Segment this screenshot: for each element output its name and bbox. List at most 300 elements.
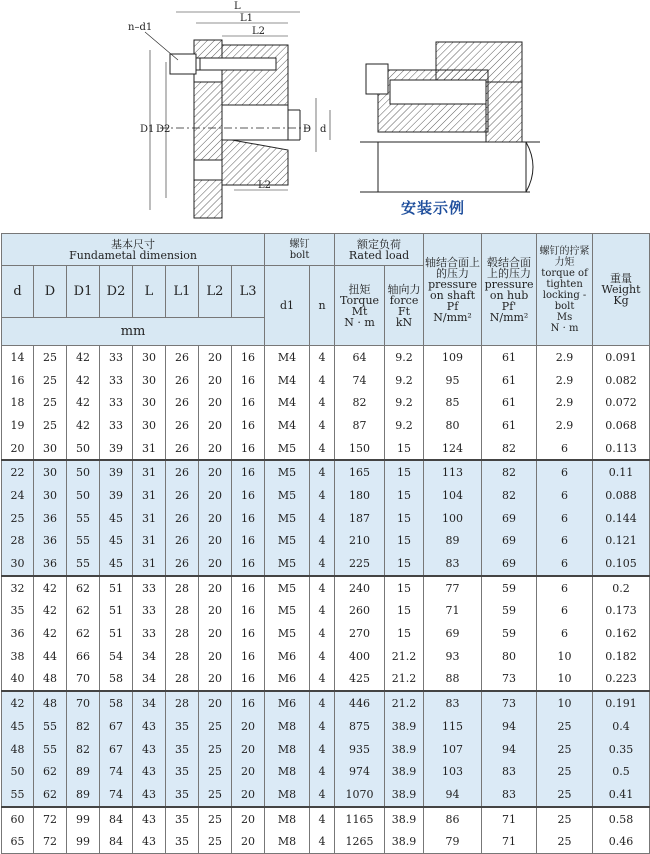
table-row <box>2 668 650 692</box>
table-cell: 15 <box>385 600 424 623</box>
table-cell: 59 <box>482 600 537 623</box>
table-cell: 4 <box>310 830 335 853</box>
table-cell: 6 <box>537 576 593 600</box>
table-cell: 88 <box>424 668 482 692</box>
weight-unit: Kg <box>613 294 629 307</box>
table-cell: 82 <box>67 738 100 761</box>
table-cell: 260 <box>335 600 385 623</box>
table-cell: 28 <box>166 622 199 645</box>
col-D1: D1 <box>67 266 100 318</box>
table-cell: 28 <box>166 668 199 692</box>
rated-load-header <box>335 234 424 266</box>
force-header <box>385 266 424 346</box>
table-cell: 20 <box>199 484 232 507</box>
table-cell: 25 <box>537 807 593 831</box>
table-cell: 30 <box>133 346 166 369</box>
table-cell: 4 <box>310 760 335 783</box>
table-cell: 34 <box>133 645 166 668</box>
table-row <box>2 622 650 645</box>
table-cell: 16 <box>232 552 265 576</box>
table-row <box>2 484 650 507</box>
table-cell: 16 <box>232 414 265 437</box>
table-cell: M5 <box>265 437 310 461</box>
table-cell: 43 <box>133 783 166 807</box>
table-cell: 26 <box>166 346 199 369</box>
table-cell: 25 <box>537 738 593 761</box>
table-cell: 25 <box>34 391 67 414</box>
table-cell: 25 <box>34 369 67 392</box>
table-cell: 86 <box>424 807 482 831</box>
table-cell: 45 <box>100 552 133 576</box>
table-cell: 94 <box>482 738 537 761</box>
table-cell: 20 <box>232 830 265 853</box>
table-cell: 99 <box>67 830 100 853</box>
table-cell: 34 <box>133 691 166 715</box>
table-cell: 62 <box>67 622 100 645</box>
table-cell: 39 <box>100 484 133 507</box>
table-cell: 38.9 <box>385 760 424 783</box>
basic-en: Fundametal dimension <box>69 248 197 262</box>
table-row <box>2 783 650 807</box>
table-cell: 32 <box>2 576 34 600</box>
table-cell: 71 <box>424 600 482 623</box>
coupling-section-drawing <box>145 12 330 218</box>
table-cell: 6 <box>537 530 593 553</box>
table-cell: 0.162 <box>593 622 650 645</box>
table-cell: M6 <box>265 668 310 692</box>
table-cell: 83 <box>424 552 482 576</box>
table-cell: 33 <box>100 391 133 414</box>
dim-L1: L1 <box>240 13 254 24</box>
table-cell: 42 <box>67 369 100 392</box>
table-cell: 38.9 <box>385 715 424 738</box>
bolt-en: bolt <box>289 249 310 261</box>
table-cell: 42 <box>34 600 67 623</box>
table-cell: 0.173 <box>593 600 650 623</box>
table-cell: 4 <box>310 507 335 530</box>
table-cell: 15 <box>385 460 424 484</box>
table-cell: 20 <box>199 346 232 369</box>
table-cell: 48 <box>34 691 67 715</box>
table-cell: 0.46 <box>593 830 650 853</box>
table-cell: M4 <box>265 391 310 414</box>
table-cell: 26 <box>166 414 199 437</box>
table-body <box>2 346 650 854</box>
shaft-pressure-header <box>424 234 482 346</box>
table-cell: 43 <box>133 807 166 831</box>
table-cell: 82 <box>482 460 537 484</box>
table-cell: 83 <box>424 691 482 715</box>
table-cell: 73 <box>482 691 537 715</box>
table-cell: 4 <box>310 645 335 668</box>
table-cell: 20 <box>232 760 265 783</box>
table-cell: 38.9 <box>385 807 424 831</box>
table-cell: 6 <box>537 460 593 484</box>
rated-cn: 额定负荷 <box>357 237 402 251</box>
table-cell: 16 <box>232 622 265 645</box>
table-cell: 425 <box>335 668 385 692</box>
table-cell: 82 <box>67 715 100 738</box>
table-cell: 16 <box>232 691 265 715</box>
table-cell: 20 <box>199 391 232 414</box>
table-cell: 28 <box>166 576 199 600</box>
table-cell: 28 <box>166 645 199 668</box>
table-cell: 42 <box>67 346 100 369</box>
table-cell: 38.9 <box>385 830 424 853</box>
table-cell: 400 <box>335 645 385 668</box>
table-cell: 25 <box>199 783 232 807</box>
table-cell: 30 <box>133 369 166 392</box>
table-cell: 21.2 <box>385 645 424 668</box>
table-cell: 25 <box>2 507 34 530</box>
table-cell: 2.9 <box>537 391 593 414</box>
table-cell: 83 <box>482 783 537 807</box>
table-cell: 25 <box>199 830 232 853</box>
table-cell: 4 <box>310 715 335 738</box>
table-cell: M5 <box>265 600 310 623</box>
table-cell: M5 <box>265 530 310 553</box>
table-cell: 69 <box>424 622 482 645</box>
table-cell: 80 <box>482 645 537 668</box>
table-cell: 4 <box>310 530 335 553</box>
table-cell: 20 <box>199 437 232 461</box>
table-cell: 210 <box>335 530 385 553</box>
table-cell: 65 <box>2 830 34 853</box>
table-cell: 20 <box>199 460 232 484</box>
table-cell: 26 <box>166 552 199 576</box>
table-cell: 33 <box>133 622 166 645</box>
table-cell: 10 <box>537 691 593 715</box>
table-cell: 74 <box>100 760 133 783</box>
table-cell: 50 <box>67 460 100 484</box>
table-cell: 20 <box>2 437 34 461</box>
table-cell: 16 <box>232 576 265 600</box>
table-cell: M8 <box>265 760 310 783</box>
table-cell: 31 <box>133 460 166 484</box>
table-cell: 30 <box>34 460 67 484</box>
table-cell: 16 <box>232 484 265 507</box>
table-cell: 40 <box>2 668 34 692</box>
table-cell: 39 <box>100 460 133 484</box>
table-cell: 21.2 <box>385 668 424 692</box>
table-cell: 58 <box>100 691 133 715</box>
table-cell: 84 <box>100 830 133 853</box>
table-row <box>2 552 650 576</box>
table-cell: 6 <box>537 484 593 507</box>
table-cell: M6 <box>265 691 310 715</box>
table-cell: 6 <box>537 507 593 530</box>
table-row <box>2 715 650 738</box>
table-cell: 43 <box>133 738 166 761</box>
table-cell: 0.068 <box>593 414 650 437</box>
force-cn: 轴向力 <box>387 282 421 296</box>
table-cell: 26 <box>166 369 199 392</box>
table-cell: 9.2 <box>385 391 424 414</box>
table-cell: 87 <box>335 414 385 437</box>
table-cell: 84 <box>100 807 133 831</box>
table-cell: M8 <box>265 738 310 761</box>
table-cell: 25 <box>199 760 232 783</box>
table-cell: 28 <box>166 691 199 715</box>
installation-example-caption: 安装示例 <box>401 199 466 217</box>
table-cell: 34 <box>133 668 166 692</box>
installation-example-drawing <box>360 42 540 192</box>
bolt-cn: 螺钉 <box>289 238 310 250</box>
table-cell: 72 <box>34 830 67 853</box>
table-cell: 20 <box>232 738 265 761</box>
table-cell: 0.191 <box>593 691 650 715</box>
table-cell: 35 <box>2 600 34 623</box>
table-cell: 9.2 <box>385 414 424 437</box>
dim-nd1: n–d1 <box>128 22 153 33</box>
table-cell: 59 <box>482 576 537 600</box>
table-cell: 446 <box>335 691 385 715</box>
table-cell: 36 <box>34 552 67 576</box>
force-en: force <box>389 293 419 307</box>
table-cell: 94 <box>482 715 537 738</box>
table-cell: 0.223 <box>593 668 650 692</box>
table-cell: 30 <box>133 414 166 437</box>
table-row <box>2 391 650 414</box>
dim-D: D <box>303 124 312 135</box>
table-cell: M5 <box>265 484 310 507</box>
table-cell: 79 <box>424 830 482 853</box>
table-cell: 2.9 <box>537 346 593 369</box>
weight-cn: 重量 <box>610 272 633 285</box>
table-header <box>2 234 650 346</box>
hub-en: pressure on hub <box>484 277 534 302</box>
table-cell: 0.2 <box>593 576 650 600</box>
col-D2: D2 <box>100 266 133 318</box>
table-cell: 61 <box>482 346 537 369</box>
table-cell: 61 <box>482 391 537 414</box>
tighten-torque-header <box>537 234 593 346</box>
table-cell: 20 <box>199 645 232 668</box>
table-cell: M5 <box>265 552 310 576</box>
table-cell: 0.072 <box>593 391 650 414</box>
table-cell: 16 <box>232 391 265 414</box>
table-cell: 21.2 <box>385 691 424 715</box>
table-cell: 45 <box>100 507 133 530</box>
table-cell: 4 <box>310 738 335 761</box>
table-cell: 15 <box>385 552 424 576</box>
table-cell: 0.144 <box>593 507 650 530</box>
table-cell: 15 <box>385 484 424 507</box>
table-cell: 70 <box>67 668 100 692</box>
table-cell: 82 <box>482 484 537 507</box>
table-cell: 36 <box>34 507 67 530</box>
table-cell: 38.9 <box>385 738 424 761</box>
table-cell: 89 <box>424 530 482 553</box>
shaft-en: pressure on shaft <box>428 277 478 302</box>
table-cell: 99 <box>67 807 100 831</box>
table-cell: 18 <box>2 391 34 414</box>
torq-unit: N · m <box>550 322 579 334</box>
table-cell: 15 <box>385 437 424 461</box>
table-cell: 43 <box>133 830 166 853</box>
table-cell: 33 <box>133 576 166 600</box>
hub-pressure-header <box>482 234 537 346</box>
table-cell: M5 <box>265 622 310 645</box>
table-cell: 935 <box>335 738 385 761</box>
table-cell: 64 <box>335 346 385 369</box>
table-cell: 10 <box>537 645 593 668</box>
table-cell: 0.113 <box>593 437 650 461</box>
torq-en: torque of tighten locking -bolt <box>541 267 588 312</box>
table-cell: 0.5 <box>593 760 650 783</box>
table-cell: 187 <box>335 507 385 530</box>
table-cell: 39 <box>100 437 133 461</box>
table-cell: 50 <box>67 484 100 507</box>
table-cell: 1070 <box>335 783 385 807</box>
table-cell: M4 <box>265 369 310 392</box>
table-cell: 124 <box>424 437 482 461</box>
table-cell: 20 <box>199 552 232 576</box>
table-cell: 67 <box>100 738 133 761</box>
table-cell: 103 <box>424 760 482 783</box>
table-cell: 55 <box>67 530 100 553</box>
table-cell: 51 <box>100 600 133 623</box>
table-cell: 4 <box>310 600 335 623</box>
hub-cn: 毂结合面上的压力 <box>487 255 532 280</box>
table-cell: 26 <box>166 460 199 484</box>
torque-en: Torque <box>340 293 380 307</box>
table-cell: 30 <box>34 437 67 461</box>
table-cell: 61 <box>482 414 537 437</box>
table-cell: M5 <box>265 507 310 530</box>
table-row <box>2 346 650 369</box>
table-cell: 16 <box>232 437 265 461</box>
table-cell: 25 <box>537 830 593 853</box>
table-cell: 115 <box>424 715 482 738</box>
table-cell: 9.2 <box>385 346 424 369</box>
table-cell: 1265 <box>335 830 385 853</box>
table-cell: 270 <box>335 622 385 645</box>
table-cell: 42 <box>34 622 67 645</box>
table-cell: 74 <box>335 369 385 392</box>
table-cell: 20 <box>232 715 265 738</box>
dim-L2-bottom: L2 <box>258 180 272 191</box>
bolt-header <box>265 234 335 266</box>
table-row <box>2 807 650 831</box>
table-cell: 42 <box>67 391 100 414</box>
table-cell: 33 <box>100 414 133 437</box>
table-cell: 9.2 <box>385 369 424 392</box>
table-cell: 31 <box>133 484 166 507</box>
table-cell: 36 <box>2 622 34 645</box>
table-cell: 6 <box>537 552 593 576</box>
table-cell: 16 <box>232 645 265 668</box>
table-cell: 66 <box>67 645 100 668</box>
table-cell: 2.9 <box>537 369 593 392</box>
table-cell: 83 <box>482 760 537 783</box>
table-cell: 43 <box>133 715 166 738</box>
table-cell: 25 <box>537 715 593 738</box>
table-cell: 72 <box>34 807 67 831</box>
table-cell: 20 <box>199 507 232 530</box>
table-cell: 58 <box>100 668 133 692</box>
table-cell: 4 <box>310 391 335 414</box>
table-cell: 19 <box>2 414 34 437</box>
table-cell: 6 <box>537 600 593 623</box>
table-cell: 28 <box>2 530 34 553</box>
table-cell: 25 <box>34 414 67 437</box>
table-row <box>2 830 650 853</box>
table-cell: 20 <box>199 530 232 553</box>
table-cell: 35 <box>166 715 199 738</box>
table-cell: 20 <box>232 783 265 807</box>
table-cell: 61 <box>482 369 537 392</box>
table-cell: 73 <box>482 668 537 692</box>
table-cell: 0.58 <box>593 807 650 831</box>
table-cell: 30 <box>133 391 166 414</box>
table-cell: 28 <box>166 600 199 623</box>
table-cell: 4 <box>310 437 335 461</box>
torque-cn: 扭矩 <box>348 282 371 296</box>
table-cell: 4 <box>310 346 335 369</box>
table-cell: 20 <box>199 576 232 600</box>
table-row <box>2 691 650 715</box>
table-cell: M5 <box>265 460 310 484</box>
table-cell: 6 <box>537 437 593 461</box>
table-cell: 100 <box>424 507 482 530</box>
table-cell: 59 <box>482 622 537 645</box>
table-cell: 89 <box>67 760 100 783</box>
force-unit: kN <box>395 315 413 329</box>
table-cell: M5 <box>265 576 310 600</box>
table-cell: 0.091 <box>593 346 650 369</box>
table-cell: M8 <box>265 783 310 807</box>
table-cell: 26 <box>166 391 199 414</box>
table-cell: 54 <box>100 645 133 668</box>
dim-d: d <box>320 124 327 135</box>
table-cell: 875 <box>335 715 385 738</box>
shaft-unit: N/mm² <box>433 310 472 324</box>
force-sym: Ft <box>398 304 411 318</box>
table-cell: 55 <box>34 715 67 738</box>
table-cell: 44 <box>34 645 67 668</box>
table-cell: 85 <box>424 391 482 414</box>
table-cell: 0.082 <box>593 369 650 392</box>
table-cell: 4 <box>310 369 335 392</box>
table-cell: 20 <box>199 668 232 692</box>
table-cell: 4 <box>310 783 335 807</box>
table-cell: 16 <box>2 369 34 392</box>
table-cell: 16 <box>232 530 265 553</box>
table-cell: 35 <box>166 760 199 783</box>
weight-en: Weight <box>601 283 641 296</box>
table-row <box>2 600 650 623</box>
dim-L2: L2 <box>252 26 266 37</box>
table-cell: 69 <box>482 552 537 576</box>
table-cell: 55 <box>67 552 100 576</box>
table-cell: 35 <box>166 830 199 853</box>
mm-unit: mm <box>2 318 265 346</box>
table-cell: 77 <box>424 576 482 600</box>
table-cell: M6 <box>265 645 310 668</box>
table-cell: 25 <box>199 738 232 761</box>
table-cell: 25 <box>199 715 232 738</box>
table-row <box>2 460 650 484</box>
table-cell: 71 <box>482 807 537 831</box>
basic-dimension-header <box>2 234 265 266</box>
table-cell: 43 <box>133 760 166 783</box>
table-cell: 20 <box>199 600 232 623</box>
table-cell: 24 <box>2 484 34 507</box>
shaft-cn: 轴结合面上的压力 <box>425 255 481 280</box>
table-cell: 16 <box>232 460 265 484</box>
table-row <box>2 645 650 668</box>
